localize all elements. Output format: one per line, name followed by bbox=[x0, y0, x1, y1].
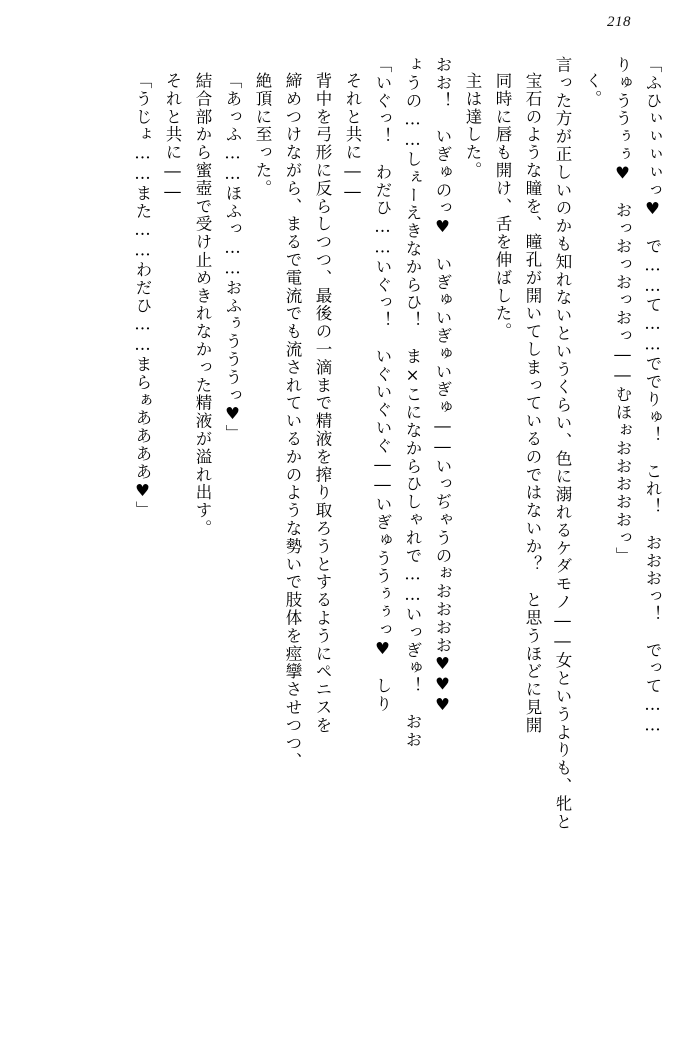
text-line: りゅううぅぅ♥ おっおっおっおっ――むほぉおおおおおっ」 bbox=[613, 56, 632, 565]
text-line: 「あっふ……ほふっ……おふぅうううっ♥」 bbox=[223, 72, 242, 443]
text-line: 「うじょ……また……わだひ……まらぁああああ♥」 bbox=[133, 72, 152, 520]
text-line: 宝石のような瞳を、瞳孔が開いてしまっているのではないか？ と思うほどに見開 bbox=[523, 72, 542, 735]
text-line: それと共に―― bbox=[343, 72, 362, 203]
text-line: 背中を弓形に反らしつつ、最後の一滴まで精液を搾り取ろうとするようにペニスを bbox=[313, 72, 332, 735]
text-line: 言った方が正しいのかも知れないというくらい、色に溺れるケダモノ――女というよりも、牝と bbox=[553, 56, 572, 831]
text-line: 「ふひぃぃぃぃっ♥ で……て……ででりゅ！ これ！ おおおっ！ でって…… bbox=[643, 56, 662, 736]
text-line: 絶頂に至った。 bbox=[253, 72, 272, 198]
text-line: ょうの……しぇーえきなからひ！ ま×こになからひしゃれで……いっぎゅ！ おお bbox=[403, 56, 422, 749]
text-line: く。 bbox=[583, 72, 602, 108]
text-line: 結合部から蜜壺で受け止めきれなかった精液が溢れ出す。 bbox=[193, 72, 212, 538]
text-line: 「いぐっ！ わだひ……いぐっ！ いぐいぐいぐ――いぎゅううぅぅっ♥ しり bbox=[373, 56, 392, 713]
text-line: それと共に―― bbox=[163, 72, 182, 203]
vertical-body-text bbox=[26, 56, 667, 1030]
text-line: おお！ いぎゅのっ♥ いぎゅいぎゅいぎゅ――いっぢゃうのぉおおおお♥♥♥ bbox=[433, 56, 452, 716]
text-line: 締めつけながら、まるで電流でも流されているかのような勢いで肢体を痙攣させつつ、 bbox=[283, 72, 302, 771]
page-number: 218 bbox=[607, 14, 631, 30]
text-line: 主は達した。 bbox=[463, 72, 482, 180]
text-line: 同時に唇も開け、舌を伸ばした。 bbox=[493, 72, 512, 341]
